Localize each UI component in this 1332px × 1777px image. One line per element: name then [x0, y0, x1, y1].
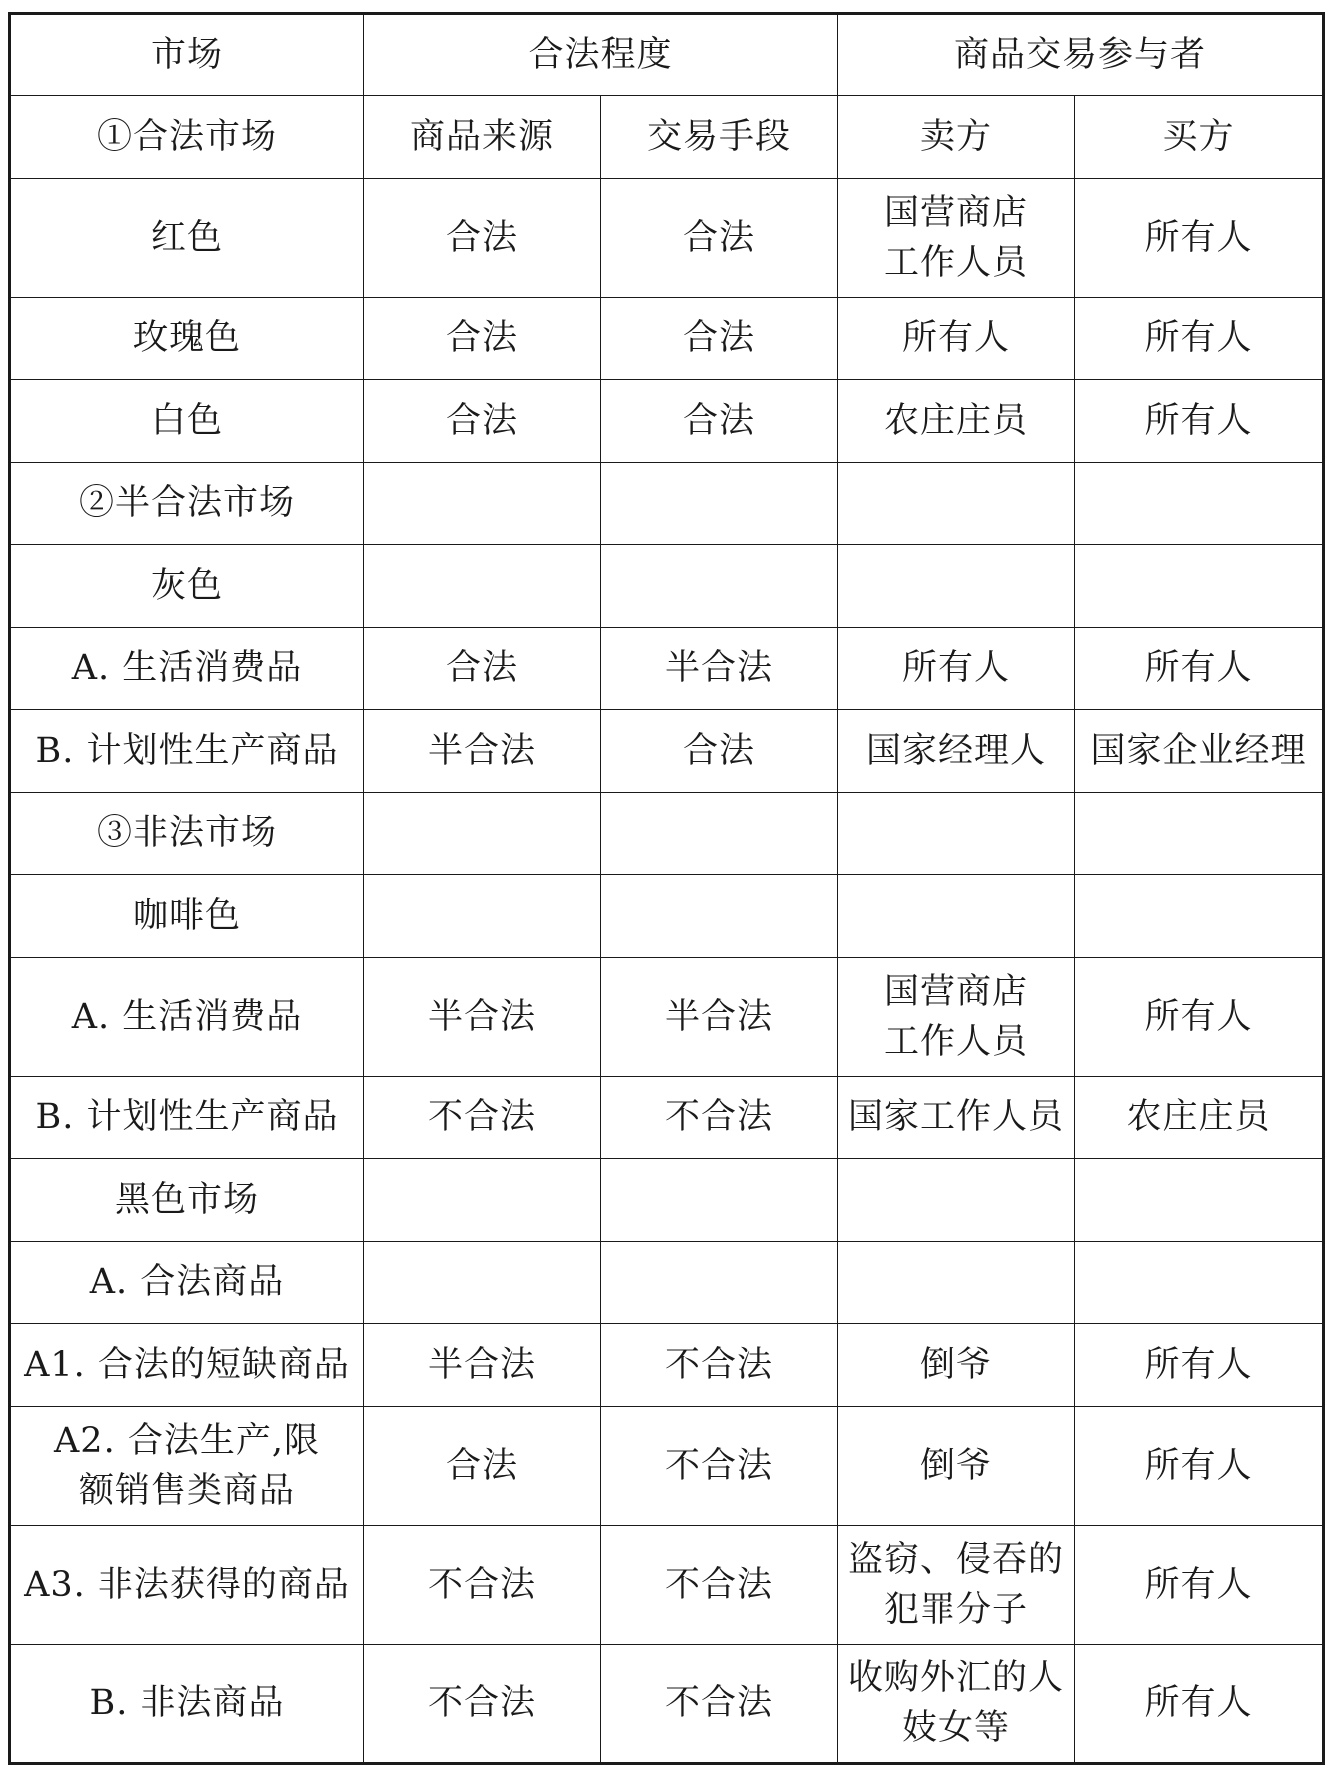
- cell-buyer: [1075, 1159, 1324, 1242]
- cell-source: 半合法: [364, 710, 601, 793]
- cell-seller: [838, 545, 1075, 628]
- cell-market: B. 计划性生产商品: [10, 710, 364, 793]
- cell-seller: 收购外汇的人 妓女等: [838, 1644, 1075, 1763]
- cell-market: 玫瑰色: [10, 297, 364, 380]
- header-row-1: [10, 14, 1324, 96]
- cell-seller: [838, 792, 1075, 875]
- cell-means: [601, 875, 838, 958]
- table-body: [10, 178, 1324, 1763]
- cell-means: 不合法: [601, 1525, 838, 1644]
- cell-market: A. 生活消费品: [10, 627, 364, 710]
- table-row: [10, 1076, 1324, 1159]
- table-row: [10, 1241, 1324, 1324]
- cell-seller: [838, 462, 1075, 545]
- cell-market: 咖啡色: [10, 875, 364, 958]
- cell-means: [601, 1159, 838, 1242]
- cell-means: 不合法: [601, 1076, 838, 1159]
- cell-market: A2. 合法生产,限 额销售类商品: [10, 1406, 364, 1525]
- cell-market: 白色: [10, 380, 364, 463]
- cell-source: [364, 462, 601, 545]
- cell-seller: 所有人: [838, 627, 1075, 710]
- header-buyer: 买方: [1075, 96, 1324, 179]
- cell-source: 半合法: [364, 1324, 601, 1407]
- table-row: [10, 1644, 1324, 1763]
- cell-seller: 国家经理人: [838, 710, 1075, 793]
- table-row: [10, 1324, 1324, 1407]
- cell-means: [601, 462, 838, 545]
- cell-seller: 盗窃、侵吞的 犯罪分子: [838, 1525, 1075, 1644]
- table-row: [10, 627, 1324, 710]
- cell-seller: [838, 1241, 1075, 1324]
- cell-source: 不合法: [364, 1076, 601, 1159]
- header-legality: 合法程度: [364, 14, 838, 96]
- cell-source: 合法: [364, 1406, 601, 1525]
- cell-market: 红色: [10, 178, 364, 297]
- header-seller: 卖方: [838, 96, 1075, 179]
- cell-market: 灰色: [10, 545, 364, 628]
- cell-market: A3. 非法获得的商品: [10, 1525, 364, 1644]
- table-row: [10, 1525, 1324, 1644]
- cell-means: 半合法: [601, 627, 838, 710]
- cell-means: 不合法: [601, 1406, 838, 1525]
- cell-buyer: [1075, 1241, 1324, 1324]
- cell-source: [364, 875, 601, 958]
- cell-market: ③非法市场: [10, 792, 364, 875]
- cell-source: [364, 792, 601, 875]
- table-row: [10, 875, 1324, 958]
- cell-means: 合法: [601, 710, 838, 793]
- cell-buyer: 所有人: [1075, 178, 1324, 297]
- cell-seller: 国家工作人员: [838, 1076, 1075, 1159]
- table-row: [10, 380, 1324, 463]
- table-row: [10, 1159, 1324, 1242]
- cell-means: 不合法: [601, 1644, 838, 1763]
- cell-buyer: 所有人: [1075, 1406, 1324, 1525]
- cell-buyer: 农庄庄员: [1075, 1076, 1324, 1159]
- cell-means: 不合法: [601, 1324, 838, 1407]
- cell-market: A. 合法商品: [10, 1241, 364, 1324]
- header-source: 商品来源: [364, 96, 601, 179]
- cell-source: [364, 545, 601, 628]
- header-means: 交易手段: [601, 96, 838, 179]
- cell-buyer: 国家企业经理: [1075, 710, 1324, 793]
- cell-source: 合法: [364, 178, 601, 297]
- cell-buyer: 所有人: [1075, 1324, 1324, 1407]
- cell-market: A. 生活消费品: [10, 957, 364, 1076]
- cell-source: 不合法: [364, 1644, 601, 1763]
- cell-seller: 国营商店 工作人员: [838, 957, 1075, 1076]
- cell-means: 合法: [601, 380, 838, 463]
- cell-seller: [838, 875, 1075, 958]
- table-row: [10, 710, 1324, 793]
- cell-means: 半合法: [601, 957, 838, 1076]
- cell-means: 合法: [601, 178, 838, 297]
- header-market: 市场: [10, 14, 364, 96]
- cell-means: 合法: [601, 297, 838, 380]
- cell-buyer: 所有人: [1075, 1644, 1324, 1763]
- cell-buyer: 所有人: [1075, 627, 1324, 710]
- cell-seller: 所有人: [838, 297, 1075, 380]
- cell-buyer: 所有人: [1075, 1525, 1324, 1644]
- cell-source: 不合法: [364, 1525, 601, 1644]
- cell-seller: 国营商店 工作人员: [838, 178, 1075, 297]
- cell-buyer: [1075, 792, 1324, 875]
- cell-source: [364, 1159, 601, 1242]
- table-row: [10, 297, 1324, 380]
- cell-means: [601, 1241, 838, 1324]
- table-row: [10, 545, 1324, 628]
- table-row: [10, 957, 1324, 1076]
- cell-seller: 农庄庄员: [838, 380, 1075, 463]
- cell-source: 合法: [364, 380, 601, 463]
- cell-market: A1. 合法的短缺商品: [10, 1324, 364, 1407]
- table-row: [10, 178, 1324, 297]
- cell-buyer: 所有人: [1075, 297, 1324, 380]
- table-row: [10, 1406, 1324, 1525]
- cell-buyer: 所有人: [1075, 957, 1324, 1076]
- header-legal-market: ①合法市场: [10, 96, 364, 179]
- cell-market: 黑色市场: [10, 1159, 364, 1242]
- cell-market: B. 非法商品: [10, 1644, 364, 1763]
- cell-means: [601, 545, 838, 628]
- cell-source: 半合法: [364, 957, 601, 1076]
- cell-market: ②半合法市场: [10, 462, 364, 545]
- cell-means: [601, 792, 838, 875]
- cell-source: 合法: [364, 297, 601, 380]
- cell-seller: 倒爷: [838, 1324, 1075, 1407]
- cell-market: B. 计划性生产商品: [10, 1076, 364, 1159]
- cell-buyer: 所有人: [1075, 380, 1324, 463]
- cell-seller: 倒爷: [838, 1406, 1075, 1525]
- cell-source: [364, 1241, 601, 1324]
- table-row: [10, 462, 1324, 545]
- cell-buyer: [1075, 545, 1324, 628]
- header-row-2: [10, 96, 1324, 179]
- table-row: [10, 792, 1324, 875]
- market-classification-table: [8, 12, 1325, 1765]
- header-participants: 商品交易参与者: [838, 14, 1324, 96]
- cell-buyer: [1075, 462, 1324, 545]
- cell-buyer: [1075, 875, 1324, 958]
- cell-source: 合法: [364, 627, 601, 710]
- cell-seller: [838, 1159, 1075, 1242]
